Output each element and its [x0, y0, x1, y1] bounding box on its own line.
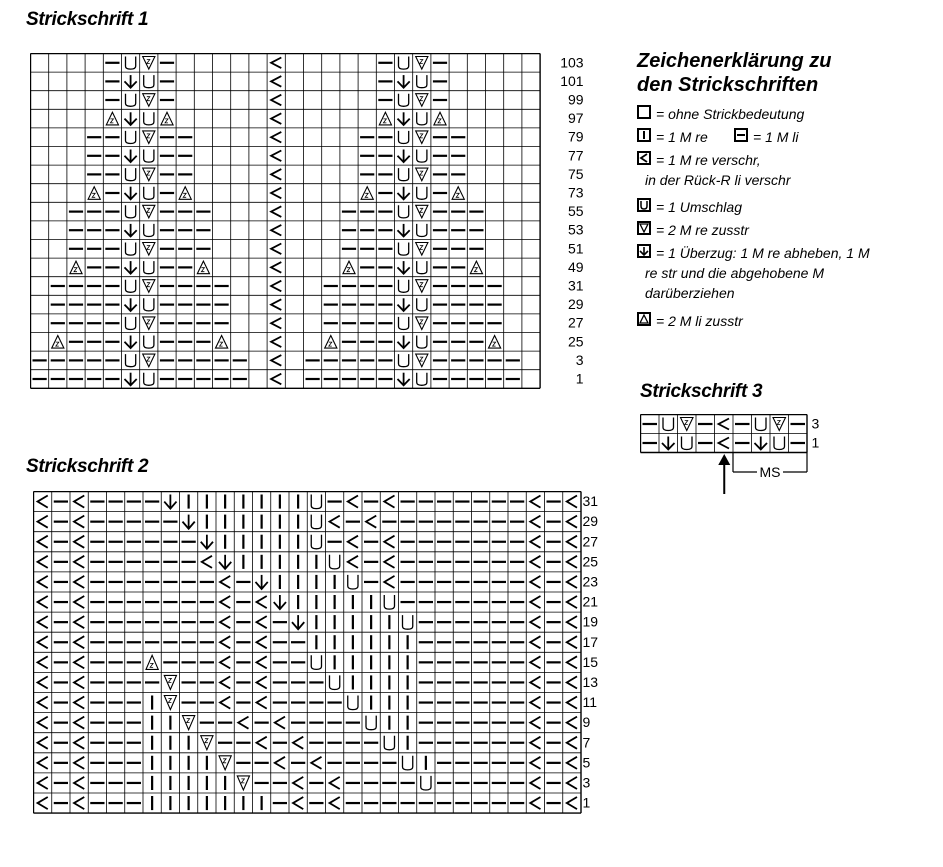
row-number: 3	[811, 415, 820, 432]
row-number: 29	[582, 513, 599, 530]
row-number: 3	[582, 774, 591, 791]
row-number: 19	[582, 613, 599, 630]
legend: Zeichenerklärung zu den Strickschriften = ohne Strickbedeutung = 1 M re = 1 M li = 1 M re verschr, in der Rück-R li verschr = 1 Umschlag = 2 M re zusstr = 1 Überzug: 1 M re abheben, 1 M re str und die abgehobene M darüberziehen = 2 M li zusstr	[637, 50, 870, 329]
chart1-title: Strickschrift 1	[26, 9, 149, 30]
row-number: 73	[568, 184, 584, 201]
row-number: 1	[811, 434, 820, 451]
row-number: 49	[568, 258, 584, 275]
row-number: 79	[568, 128, 584, 145]
row-number: 99	[568, 91, 584, 108]
legend-title-line2: den Strickschriften	[637, 74, 819, 96]
row-number: 7	[582, 734, 591, 751]
p2tog-icon	[637, 312, 651, 326]
row-number: 23	[582, 573, 599, 590]
row-number: 13	[582, 673, 599, 690]
row-number: 25	[582, 553, 599, 570]
row-number: 75	[568, 165, 584, 182]
ms-label: MS	[759, 464, 781, 480]
arrow-up-icon	[718, 454, 730, 494]
purl-symbol-icon	[734, 128, 748, 142]
blank-symbol-icon	[637, 105, 651, 119]
row-number: 51	[568, 240, 584, 257]
slip-knit-pass-icon	[637, 244, 651, 258]
chart1-grid	[30, 53, 610, 433]
pattern-repeat-bracket	[733, 453, 807, 481]
row-number: 53	[568, 221, 584, 238]
legend-title-line1: Zeichenerklärung zu	[637, 50, 832, 72]
chart2-title: Strickschrift 2	[26, 456, 149, 477]
knit-symbol-icon	[637, 128, 651, 142]
chart3-title: Strickschrift 3	[640, 381, 763, 402]
chart3-grid	[640, 414, 880, 499]
row-number: 31	[568, 277, 584, 294]
row-number: 5	[582, 754, 591, 771]
row-number: 17	[582, 633, 599, 650]
row-number: 97	[568, 110, 584, 127]
row-number: 1	[575, 370, 584, 387]
row-number: 15	[582, 653, 599, 670]
yarn-over-icon	[637, 198, 651, 212]
row-number: 77	[568, 147, 584, 164]
k2tog-icon	[637, 221, 651, 235]
row-number: 27	[582, 533, 599, 550]
row-number: 101	[560, 72, 584, 89]
row-number: 25	[568, 333, 584, 350]
row-number: 55	[568, 203, 584, 220]
row-number: 27	[568, 314, 584, 331]
row-number: 31	[582, 493, 599, 510]
row-number: 11	[582, 694, 598, 711]
row-number: 3	[575, 351, 584, 368]
row-number: 103	[560, 54, 584, 71]
chart2-grid	[33, 491, 653, 831]
twisted-stitch-icon	[637, 151, 651, 165]
row-number: 9	[582, 714, 591, 731]
row-number: 21	[582, 593, 599, 610]
row-number: 29	[568, 296, 584, 313]
row-number: 1	[582, 794, 591, 811]
